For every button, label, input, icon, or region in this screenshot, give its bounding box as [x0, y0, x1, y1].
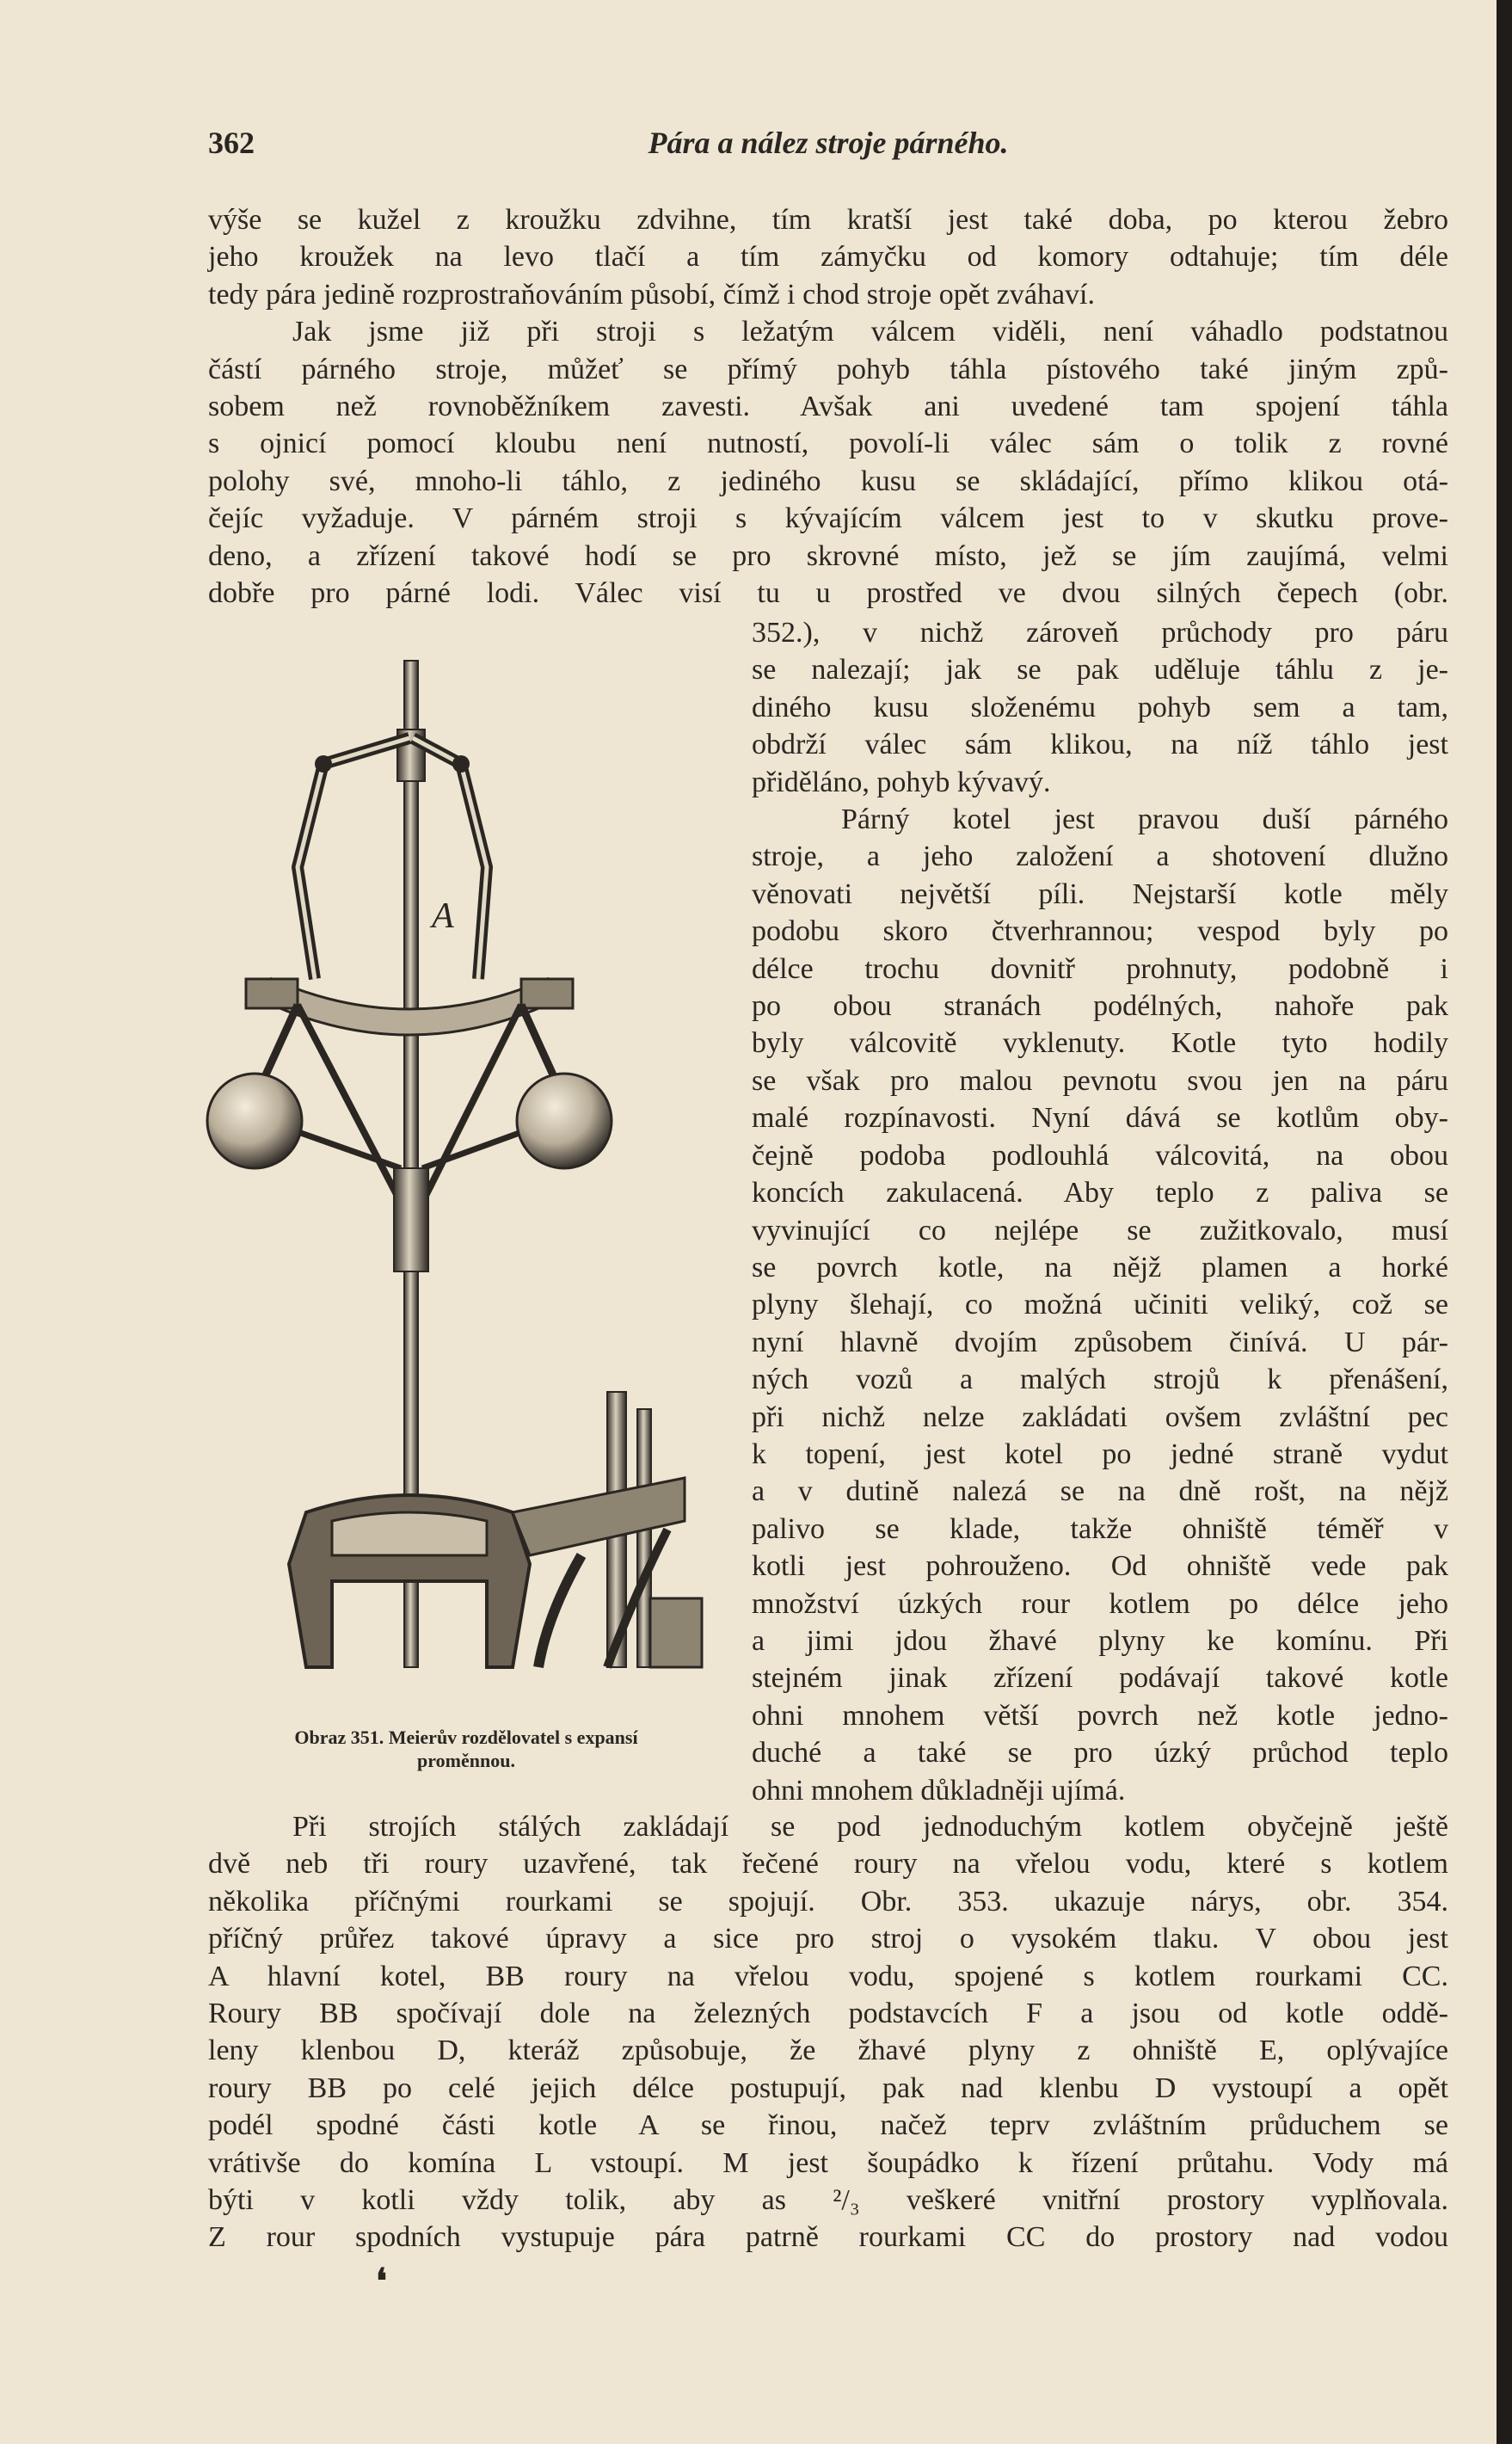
text-line: roury BB po celé jejich délce postupují, pak nad klenbu D vystoupí a opět — [208, 2072, 1448, 2104]
text-line: množství úzkých rour kotlem po délce jeho — [752, 1587, 1448, 1620]
page-header — [208, 125, 1448, 168]
text-line: diného kusu složenému pohyb sem a tam, — [752, 691, 1448, 723]
caption-line: proměnnou. — [417, 1750, 515, 1771]
text-line: výše se kužel z kroužku zdvihne, tím kratší jest také doba, po kterou žebro — [208, 204, 1448, 236]
text-line: jeho kroužek na levo tlačí a tím zámyčku od komory odtahuje; tím déle — [208, 241, 1448, 274]
figure-governor — [203, 652, 719, 1684]
text-line: k topení, jest kotel po jedné straně vydut — [752, 1437, 1448, 1470]
text-line: dobře pro párné lodi. Válec visí tu u prostřed ve dvou silných čepech (obr. — [208, 577, 1448, 610]
text-line: s ojnicí pomocí kloubu není nutností, povolí-li válec sám o tolik z rovné — [208, 428, 1448, 460]
text-line: obdrží válec sám klikou, na níž táhlo jest — [752, 729, 1448, 761]
page-number: 362 — [208, 126, 255, 160]
text-line: koncích zakulacená. Aby teplo z paliva se — [752, 1177, 1448, 1210]
text-line: A hlavní kotel, BB roury na vřelou vodu, spojené s kotlem rourkami CC. — [208, 1960, 1448, 1992]
text-line: ných vozů a malých strojů k přenášení, — [752, 1364, 1448, 1396]
text-line: tedy pára jedině rozprostraňováním působí, čímž i chod stroje opět zváhaví. — [208, 278, 1096, 311]
text-line: 352.), v nichž zároveň průchody pro páru — [752, 617, 1448, 649]
text-line: se však pro malou pevnotu svou jen na páru — [752, 1064, 1448, 1097]
text-line: sobem než rovnoběžníkem zavesti. Avšak ani uvedené tam spojení táhla — [208, 391, 1448, 423]
text-block-bottom — [208, 1808, 1448, 2256]
governor-illustration — [203, 652, 719, 1684]
text-line: stroje, a jeho založení a shotovení dlužno — [752, 840, 1448, 873]
text-line: délce trochu dovnitř prohnuty, podobně i — [752, 952, 1448, 985]
text-line: ohni mnohem důkladněji ujímá. — [752, 1774, 1126, 1807]
running-title: Pára a nález stroje párného. — [648, 126, 1009, 160]
text-line: a jimi jdou žhavé plyny ke komínu. Při — [752, 1624, 1448, 1657]
text-line: Párný kotel jest pravou duší párného — [841, 803, 1448, 836]
text-line: několika příčnými rourkami se spojují. Obr. 353. ukazuje nárys, obr. 354. — [208, 1885, 1448, 1918]
text-line: leny klenbou D, kteráž způsobuje, že žhavé plyny z ohniště E, oplývajíce — [208, 2035, 1448, 2067]
text-line: malé rozpínavosti. Nyní dává se kotlům oby- — [752, 1102, 1448, 1135]
text-line: vrátivše do komína L vstoupí. M jest šoupádko k řízení průtahu. Vody má — [208, 2146, 1448, 2179]
text-line: a v dutině nalezá se na dně rošt, na nějž — [752, 1475, 1448, 1508]
text-line: duché a také se pro úzký průchod teplo — [752, 1737, 1448, 1770]
text-line: palivo se klade, takže ohniště téměř v — [752, 1512, 1448, 1545]
caption-line: Obraz 351. Meierův rozdělovatel s expansí — [294, 1727, 638, 1748]
text-line: se nalezají; jak se pak uděluje táhlu z je- — [752, 654, 1448, 686]
text-line: plyny šlehají, co možná učiniti veliký, což se — [752, 1289, 1448, 1321]
text-line: stejném jinak zřízení podávají takové kotle — [752, 1662, 1448, 1695]
figure-label: A — [432, 896, 454, 936]
text-line: nyní hlavně dvojím způsobem činívá. U pár- — [752, 1326, 1448, 1358]
text-line: Roury BB spočívají dole na železných podstavcích F a jsou od kotle oddě- — [208, 1998, 1448, 2030]
text-line: byly válcovitě vyklenuty. Kotle tyto hodily — [752, 1027, 1448, 1060]
text-line: podél spodné části kotle A se řinou, načež teprv zvláštním průduchem se — [208, 2109, 1448, 2142]
text-line: ohni mnohem větší povrch než kotle jedno- — [752, 1699, 1448, 1732]
text-line: čejíc vyžaduje. V párném stroji s kývajícím válcem jest to v skutku prove- — [208, 502, 1448, 535]
text-line: Z rour spodních vystupuje pára patrně rourkami CC do prostory nad vodou — [208, 2221, 1448, 2254]
text-line: dvě neb tři roury uzavřené, tak řečené roury na vřelou vodu, které s kotlem — [208, 1848, 1448, 1881]
text-block-wrap — [752, 614, 1448, 1809]
text-line: podobu skoro čtverhrannou; vespod byly po — [752, 915, 1448, 948]
text-line: vyvinující co nejlépe se zužitkovalo, musí — [752, 1214, 1448, 1247]
text-line: Jak jsme již při stroji s ležatým válcem viděli, není váhadlo podstatnou — [292, 316, 1448, 348]
text-line: přiděláno, pohyb kývavý. — [752, 766, 1051, 798]
ink-mark: ❛ — [376, 2262, 387, 2300]
text-line: býti v kotli vždy tolik, aby as ²/₃ veškeré vnitřní prostory vyplňovala. — [208, 2184, 1448, 2217]
text-block-top — [208, 201, 1448, 612]
text-line: při nichž nelze zakládati ovšem zvláštní pec — [752, 1401, 1448, 1433]
text-line: věnovati největší píli. Nejstarší kotle měly — [752, 877, 1448, 910]
book-spine-edge — [1497, 0, 1512, 2444]
text-line: po obou stranách podélných, nahoře pak — [752, 990, 1448, 1023]
text-line: Při strojích stálých zakládají se pod jednoduchým kotlem obyčejně ještě — [292, 1811, 1448, 1843]
text-line: kotli jest pohrouženo. Od ohniště vede pak — [752, 1550, 1448, 1583]
figure-caption — [217, 1726, 716, 1772]
text-line: částí párného stroje, můžeť se přímý pohyb táhla pístového také jiným způ- — [208, 353, 1448, 385]
text-line: deno, a zřízení takové hodí se pro skrovné místo, jež se jím zaujímá, velmi — [208, 539, 1448, 572]
text-line: se povrch kotle, na nějž plamen a horké — [752, 1251, 1448, 1284]
text-line: příčný průřez takové úpravy a sice pro stroj o vysokém tlaku. V obou jest — [208, 1923, 1448, 1955]
text-line: polohy své, mnoho-li táhlo, z jediného kusu se skládající, přímo klikou otá- — [208, 465, 1448, 497]
text-line: čejně podoba podlouhlá válcovitá, na obou — [752, 1139, 1448, 1172]
